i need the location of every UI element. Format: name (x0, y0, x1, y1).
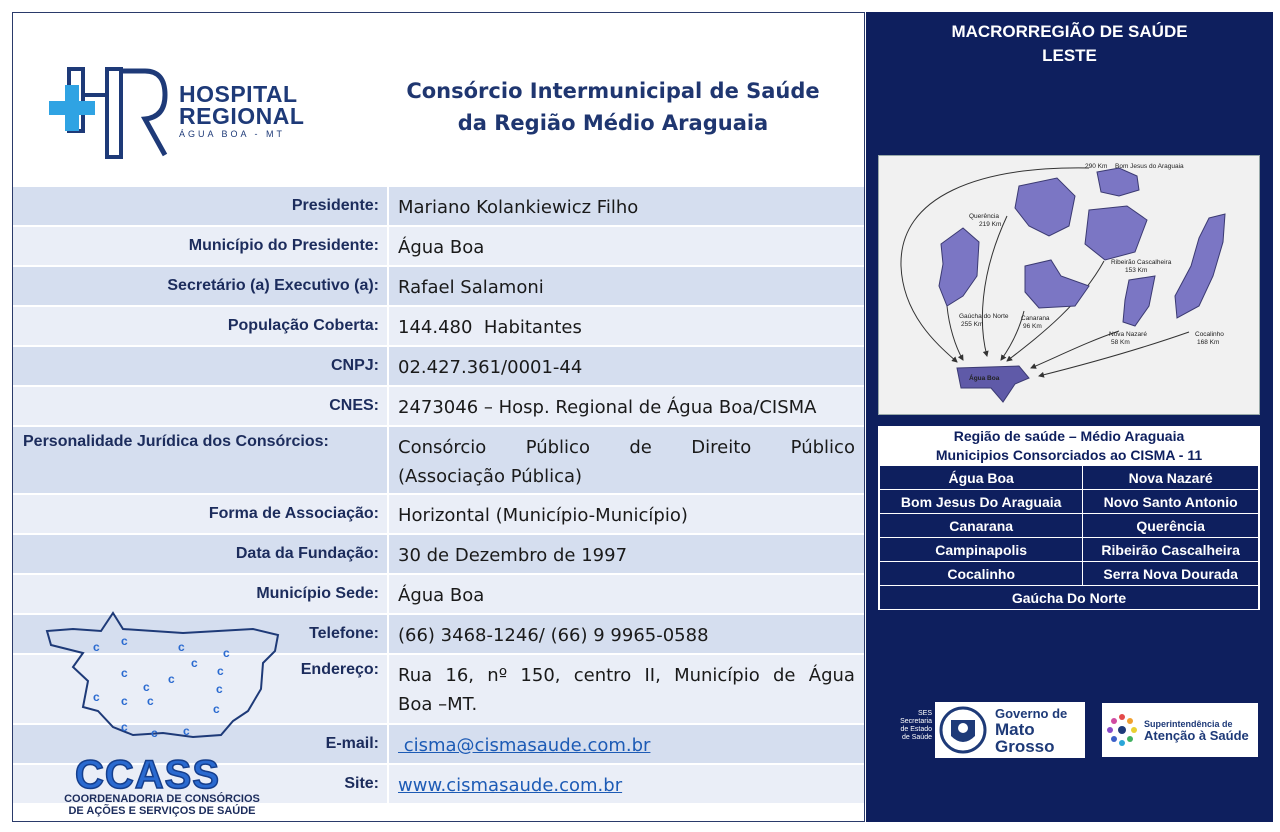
label-cnpj: CNPJ: (13, 347, 389, 385)
ccass-sub-line2: DE AÇÕES E SERVIÇOS DE SAÚDE (68, 805, 256, 817)
coat-of-arms-icon (935, 702, 991, 758)
map-c: c (121, 720, 128, 734)
map-c: c (93, 690, 100, 704)
value-forma-associacao: Horizontal (Município-Município) (389, 495, 864, 533)
label-data-fundacao: Data da Fundação: (13, 535, 389, 573)
map-c: c (191, 656, 198, 670)
table-row (880, 466, 1259, 490)
sas-line2: Atenção à Saúde (1144, 728, 1249, 743)
map-label-dist1: 290 Km (1085, 163, 1108, 170)
value-site (389, 765, 864, 803)
region-line2: Municipios Consorciados ao CISMA - 11 (935, 447, 1203, 463)
site-link[interactable]: www.cismasaude.com.br (398, 775, 623, 796)
hospital-cross-icon (49, 65, 177, 161)
region-map (878, 155, 1260, 415)
map-label-agua-boa: Água Boa (969, 375, 1000, 382)
macro-title (866, 20, 1273, 68)
map-c: c (217, 664, 224, 678)
municipality-shapes (939, 168, 1225, 402)
municipality-cell: Bom Jesus Do Araguaia (880, 490, 1083, 514)
map-c: c (151, 726, 158, 740)
map-c: c (216, 682, 223, 696)
row-municipio-presidente (13, 227, 864, 267)
map-label-canarana-km: 96 Km (1023, 323, 1042, 330)
row-municipio-sede (13, 575, 864, 615)
shape-querencia (1015, 178, 1075, 236)
row-personalidade (13, 427, 864, 495)
word: de (773, 665, 796, 686)
region-map-svg (879, 156, 1259, 414)
logo-line2: REGIONAL (179, 103, 305, 129)
word: nº (487, 665, 508, 686)
word: 16, (445, 665, 475, 686)
municipality-cell: Canarana (880, 514, 1083, 538)
table-row (880, 586, 1259, 610)
municipality-cell: Ribeirão Cascalheira (1083, 538, 1259, 562)
label-site: Site: (13, 765, 389, 803)
table-row (880, 490, 1259, 514)
table-row (880, 514, 1259, 538)
row-populacao (13, 307, 864, 347)
ccass-sub-line1: COORDENADORIA DE CONSÓRCIOS (64, 793, 260, 805)
value-email (389, 725, 864, 763)
personalidade-line1 (398, 433, 855, 462)
municipality-cell: Campinapolis (880, 538, 1083, 562)
word: II, (644, 665, 661, 686)
ses-line: de Saúde (902, 734, 932, 741)
mato-grosso-map-icon (43, 611, 283, 751)
macro-line2: LESTE (1042, 46, 1097, 65)
label-personalidade: Personalidade Jurídica dos Consórcios: (13, 427, 389, 493)
page-title (373, 75, 853, 139)
row-forma-associacao (13, 495, 864, 535)
map-c: c (93, 640, 100, 654)
gov-line: Grosso (995, 737, 1055, 756)
row-cnes (13, 387, 864, 427)
consortium-info-panel (12, 12, 865, 822)
word: Direito (691, 437, 752, 458)
label-cnes: CNES: (13, 387, 389, 425)
map-label-gaucha-km: 255 Km (961, 321, 984, 328)
table-row (880, 538, 1259, 562)
logo-line3: ÁGUA BOA - MT (179, 129, 286, 139)
ses-line: de Estado (900, 726, 932, 733)
label-municipio-sede: Município Sede: (13, 575, 389, 613)
label-secretario: Secretário (a) Executivo (a): (13, 267, 389, 305)
map-label-nova-nazare: Nova Nazaré (1109, 331, 1147, 338)
shape-agua-boa (957, 366, 1029, 402)
personalidade-line2: (Associação Pública) (398, 466, 583, 487)
label-presidente: Presidente: (13, 187, 389, 225)
map-label-nova-nazare-km: 58 Km (1111, 339, 1130, 346)
map-c: c (168, 672, 175, 686)
label-telefone: Telefone: (13, 615, 389, 653)
row-secretario (13, 267, 864, 307)
label-endereco: Endereço: (13, 655, 389, 723)
map-c: c (213, 702, 220, 716)
governo-mato-grosso-logo (935, 702, 1085, 758)
word: Água (808, 665, 855, 686)
label-forma-associacao: Forma de Associação: (13, 495, 389, 533)
title-line2: da Região Médio Araguaia (457, 111, 769, 135)
shape-nova-nazare (1123, 276, 1155, 326)
label-populacao: População Coberta: (13, 307, 389, 345)
map-label-querencia: Querência (969, 213, 999, 220)
map-c: c (121, 634, 128, 648)
row-presidente (13, 187, 864, 227)
gov-text (995, 706, 1067, 755)
municipality-cell-last: Gaúcha Do Norte (880, 586, 1259, 610)
label-municipio-presidente: Município do Presidente: (13, 227, 389, 265)
sas-text (1144, 719, 1249, 743)
ses-line: Secretaria (900, 718, 932, 725)
logo-line1: HOSPITAL (179, 81, 298, 107)
value-municipio-sede: Água Boa (389, 575, 864, 613)
macro-line1: MACRORREGIÃO DE SAÚDE (951, 22, 1188, 41)
region-line1: Região de saúde – Médio Araguaia (953, 428, 1185, 444)
row-cnpj (13, 347, 864, 387)
value-cnes: 2473046 – Hosp. Regional de Água Boa/CISMA (389, 387, 864, 425)
map-c: c (121, 694, 128, 708)
municipalities-table (879, 465, 1259, 610)
map-label-cocalinho: Cocalinho (1195, 331, 1224, 338)
value-telefone: (66) 3468-1246/ (66) 9 9965-0588 (389, 615, 864, 653)
word: 150, (520, 665, 561, 686)
sas-line1: Superintendência de (1144, 719, 1233, 729)
municipality-cell: Novo Santo Antonio (1083, 490, 1259, 514)
ccass-subtitle (33, 793, 291, 817)
map-letters (93, 634, 230, 740)
table-row (880, 562, 1259, 586)
ses-line: SES (917, 710, 932, 717)
value-municipio-presidente: Água Boa (389, 227, 864, 265)
map-label-gaucha: Gaúcha do Norte (959, 313, 1009, 320)
municipality-cell: Serra Nova Dourada (1083, 562, 1259, 586)
header (13, 13, 864, 187)
word: Consórcio (398, 437, 487, 458)
value-secretario: Rafael Salamoni (389, 267, 864, 305)
map-label-ribeirao: Ribeirão Cascalheira (1111, 259, 1172, 266)
map-label-cocalinho-km: 168 Km (1197, 339, 1220, 346)
value-personalidade (389, 427, 864, 493)
municipalities-box (878, 426, 1260, 610)
superintendencia-logo (1102, 703, 1258, 757)
map-label-bom-jesus: Bom Jesus do Araguaia (1115, 163, 1184, 170)
municipality-cell: Querência (1083, 514, 1259, 538)
email-link[interactable]: cisma@cismasaude.com.br (398, 735, 651, 756)
word: Município (674, 665, 760, 686)
municipalities-header (878, 426, 1260, 465)
word: de (629, 437, 652, 458)
shape-gaucha (939, 228, 979, 306)
word: Público (790, 437, 855, 458)
hospital-regional-logo (49, 65, 319, 161)
municipality-cell: Cocalinho (880, 562, 1083, 586)
word: Público (525, 437, 590, 458)
shape-ribeirao (1085, 206, 1147, 260)
ccass-logo: CCASS (75, 753, 221, 797)
municipality-cell: Nova Nazaré (1083, 466, 1259, 490)
map-label-canarana: Canarana (1021, 315, 1050, 322)
row-data-fundacao (13, 535, 864, 575)
endereco-line1 (398, 661, 855, 690)
value-endereco (389, 655, 864, 723)
value-populacao: 144.480 Habitantes (389, 307, 864, 345)
value-data-fundacao: 30 de Dezembro de 1997 (389, 535, 864, 573)
word: centro (573, 665, 632, 686)
value-cnpj: 02.427.361/0001-44 (389, 347, 864, 385)
region-panel (866, 12, 1273, 822)
map-c: c (143, 680, 150, 694)
map-c: c (121, 666, 128, 680)
shape-cocalinho (1175, 214, 1225, 318)
value-presidente: Mariano Kolankiewicz Filho (389, 187, 864, 225)
municipality-cell: Água Boa (880, 466, 1083, 490)
gov-line: Governo de (995, 706, 1068, 721)
shape-bom-jesus (1097, 168, 1139, 196)
word: Rua (398, 665, 433, 686)
endereco-line2: Boa –MT. (398, 694, 478, 715)
partner-logos (878, 702, 1260, 762)
map-c: c (223, 646, 230, 660)
map-label-querencia-km: 219 Km (979, 221, 1002, 228)
label-email: E-mail: (13, 725, 389, 763)
map-c: c (178, 640, 185, 654)
map-c: c (147, 694, 154, 708)
ses-label (878, 702, 932, 742)
map-label-ribeirao-km: 153 Km (1125, 267, 1148, 274)
title-line1: Consórcio Intermunicipal de Saúde (406, 79, 820, 103)
shape-canarana (1025, 260, 1089, 308)
gov-line: Mato (995, 720, 1035, 739)
dots-icon (1102, 703, 1142, 757)
map-c: c (183, 724, 190, 738)
